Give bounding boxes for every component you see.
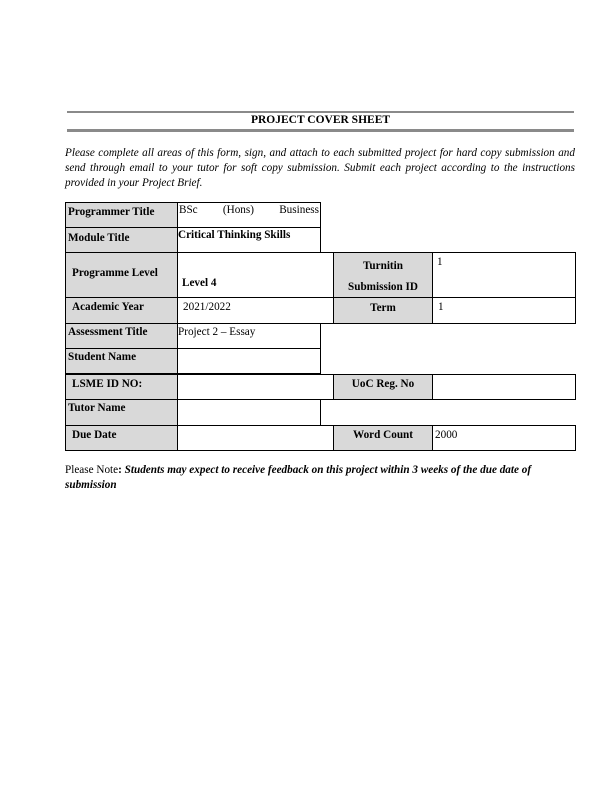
instructions-paragraph: Please complete all areas of this form, sign, and attach to each submitted project for hard copy submission and send through email to your tutor for soft copy submission. Submit each project according to the instructions provided in your Project Brief. xyxy=(65,147,575,189)
word-count-label: Word Count xyxy=(333,425,433,451)
academic-year-field[interactable]: 2021/2022 xyxy=(177,297,334,324)
term-field[interactable]: 1 xyxy=(432,297,576,324)
note-text: Students may expect to receive feedback on this project within 3 weeks of the due date of submission xyxy=(65,464,532,491)
note-prefix: Please Note xyxy=(65,464,119,476)
tutor-name-field[interactable] xyxy=(177,399,321,426)
uoc-reg-no-field[interactable] xyxy=(432,374,576,400)
programme-level-field[interactable]: Level 4 xyxy=(177,252,334,298)
lsme-id-label: LSME ID NO: xyxy=(65,374,178,400)
turnitin-label-line1: Turnitin xyxy=(362,260,403,272)
term-label: Term xyxy=(333,297,433,324)
turnitin-label-line2: Submission ID xyxy=(348,281,418,293)
title-bottom-rule xyxy=(67,129,574,132)
student-name-label: Student Name xyxy=(65,348,178,374)
feedback-note xyxy=(65,463,575,493)
due-date-field[interactable] xyxy=(177,425,334,451)
note-colon: : xyxy=(118,464,122,476)
lsme-id-field[interactable] xyxy=(177,374,334,400)
page-title: PROJECT COVER SHEET xyxy=(250,114,391,126)
title-top-rule xyxy=(67,111,574,113)
assessment-title-label: Assessment Title xyxy=(65,323,178,349)
programmer-title-label: Programmer Title xyxy=(65,202,178,228)
due-date-label: Due Date xyxy=(65,425,178,451)
uoc-reg-no-label: UoC Reg. No xyxy=(333,374,433,400)
student-name-field[interactable] xyxy=(177,348,321,374)
turnitin-submission-id-field[interactable]: 1 xyxy=(432,252,576,298)
academic-year-label: Academic Year xyxy=(65,297,178,324)
turnitin-submission-id-label xyxy=(333,252,433,298)
module-title-label: Module Title xyxy=(65,227,178,253)
programme-level-label: Programme Level xyxy=(65,252,178,298)
module-title-field[interactable]: Critical Thinking Skills xyxy=(177,227,321,253)
programmer-title-field[interactable]: BSc (Hons) Business xyxy=(177,202,321,228)
tutor-name-label: Tutor Name xyxy=(65,399,178,426)
assessment-title-field[interactable]: Project 2 – Essay xyxy=(177,323,321,349)
word-count-field[interactable]: 2000 xyxy=(432,425,576,451)
